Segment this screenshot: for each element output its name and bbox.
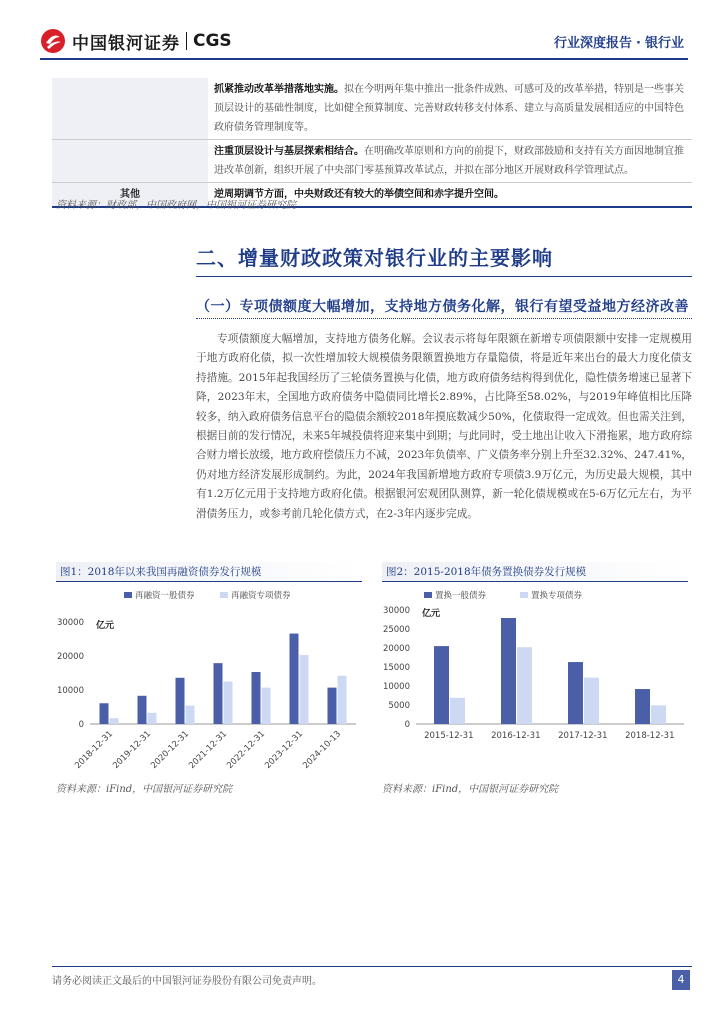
legend-label: 置换一般债券 bbox=[435, 591, 487, 601]
y-tick-label: 30000 bbox=[382, 606, 410, 616]
section-title: 二、增量财政政策对银行业的主要影响 bbox=[196, 246, 553, 270]
figure1-title: 图1：2018年以来我国再融资债券发行规模 bbox=[56, 562, 362, 582]
figure2-title: 图2：2015-2018年债务置换债券发行规模 bbox=[382, 562, 688, 582]
bar-series1 bbox=[328, 688, 337, 724]
x-tick-label: 2017-12-31 bbox=[558, 731, 608, 741]
policy-table bbox=[52, 78, 692, 208]
bar-series2 bbox=[186, 706, 195, 724]
bar-series1 bbox=[214, 663, 223, 724]
logo-chinese-name: 中国银河证券 bbox=[72, 33, 180, 54]
y-tick-label: 20000 bbox=[382, 644, 410, 654]
table-cell-category: 其他 bbox=[52, 183, 208, 208]
bar-series2 bbox=[300, 655, 309, 724]
table-cell-bold: 逆周期调节方面，中央财政还有较大的举债空间和赤字提升空间。 bbox=[214, 189, 504, 200]
company-logo bbox=[40, 28, 232, 54]
legend-swatch bbox=[520, 592, 528, 598]
figure2-source: 资料来源：iFind，中国银河证券研究院 bbox=[382, 784, 559, 795]
report-category bbox=[554, 32, 684, 51]
y-tick-label: 20000 bbox=[56, 652, 84, 662]
bar-series2 bbox=[148, 713, 157, 724]
y-tick-label: 30000 bbox=[56, 618, 84, 628]
bar-series2 bbox=[651, 705, 666, 724]
y-unit-label: 亿元 bbox=[422, 609, 441, 619]
subsection-title: （一）专项债额度大幅增加，支持地方债务化解，银行有望受益地方经济改善 bbox=[196, 299, 689, 315]
table-cell-text: 在明确改革原则和方向的前提下，财政部鼓励和支持有关方面因地制宜推进改革创新，组织开展了中央部门零基预算改革试点，并拟在部分地区开展财政科学管理试点。 bbox=[214, 146, 684, 176]
x-tick-label: 2018-12-31 bbox=[625, 731, 675, 741]
section-title-underline bbox=[196, 276, 692, 277]
report-type: 行业深度报告 bbox=[554, 36, 633, 51]
y-tick-label: 0 bbox=[404, 720, 410, 730]
x-tick-label: 2021-12-31 bbox=[187, 729, 230, 772]
bar-series1 bbox=[138, 696, 147, 724]
legend-label: 再融资一般债券 bbox=[135, 591, 195, 601]
x-tick-label: 2022-12-31 bbox=[225, 729, 268, 772]
logo-emblem-icon bbox=[40, 28, 66, 54]
x-tick-label: 2016-12-31 bbox=[491, 731, 541, 741]
table-cell-category bbox=[52, 78, 208, 140]
bar-series2 bbox=[338, 676, 347, 724]
table-cell-content bbox=[208, 140, 692, 183]
table-row bbox=[52, 78, 692, 140]
figure1-chart bbox=[56, 586, 366, 782]
x-tick-label: 2018-12-31 bbox=[73, 729, 116, 772]
y-tick-label: 15000 bbox=[382, 663, 410, 673]
legend-label: 再融资专项债券 bbox=[231, 591, 291, 601]
figure1-source: 资料来源：iFind，中国银河证券研究院 bbox=[56, 784, 233, 795]
bar-series2 bbox=[262, 688, 271, 724]
legend-label: 置换专项债券 bbox=[531, 591, 583, 601]
bar-series2 bbox=[450, 698, 465, 724]
bar-series1 bbox=[290, 634, 299, 724]
header-dot: · bbox=[636, 36, 641, 51]
table-cell-text: 拟在今明两年集中推出一批条件成熟、可感可及的改革举措，特别是一些事关顶层设计的基础性制度，比如健全预算制度、完善财政转移支付体系、建立与高质量发展相适应的中国特色政府债务管理制度等。 bbox=[214, 84, 684, 133]
subsection-divider bbox=[196, 318, 692, 319]
y-tick-label: 25000 bbox=[382, 625, 410, 635]
bar-series1 bbox=[100, 703, 109, 724]
x-tick-label: 2024-10-13 bbox=[301, 729, 344, 772]
legend-swatch bbox=[424, 592, 432, 598]
page-header bbox=[0, 0, 724, 72]
table-row bbox=[52, 140, 692, 183]
table-source: 资料来源：财政部，中国政府网，中国银河证券研究院 bbox=[56, 200, 296, 211]
footer-disclaimer: 请务必阅读正文最后的中国银河证券股份有限公司免责声明。 bbox=[52, 976, 322, 987]
body-paragraph: 专项债额度大幅增加，支持地方债务化解。会议表示将每年限额在新增专项债限额中安排一定规模用于地方政府化债，拟一次性增加较大规模债务限额置换地方存量隐债，将是近年来出台的最大力度化债支持措施。2015年起我国经历了三轮债务置换与化债，地方政府债务结构得到优化，隐性债务增速已显著下降，2023年末，全国地方政府债务中隐债同比增长2.89%，占比降至58.02%，与2019年峰值相比压降较多，纳入政府债务信息平台的隐债余额较2018年摸底数减少50%，化债取得一定成效。但也需关注到，根据目前的发行情况，未来5年城投债将迎来集中到期；与此同时，受土地出让收入下滑拖累，地方政府综合财力增长放缓，地方政府偿债压力不减，2023年负债率、广义债务率分别上升至32.32%、247.41%，仍对地方经济发展形成制约。为此，2024年我国新增地方政府专项债3.9万亿元，为历史最大规模，其中有1.2万亿元用于支持地方政府化债。根据银河宏观团队测算，新一轮化债规模或在5-6万亿元左右，为平滑债务压力，或参考前几轮化债方式，在2-3年内逐步完成。 bbox=[196, 333, 692, 520]
table-cell-category bbox=[52, 140, 208, 183]
y-unit-label: 亿元 bbox=[96, 621, 115, 631]
y-tick-label: 10000 bbox=[382, 682, 410, 692]
bar-series2 bbox=[584, 678, 599, 724]
table-cell-content bbox=[208, 78, 692, 140]
bar-series2 bbox=[224, 682, 233, 725]
bar-series1 bbox=[434, 646, 449, 724]
bar-series1 bbox=[176, 678, 185, 724]
x-tick-label: 2019-12-31 bbox=[111, 729, 154, 772]
legend-swatch bbox=[220, 592, 228, 598]
page-number: 4 bbox=[672, 970, 690, 990]
footer-divider bbox=[52, 966, 692, 967]
x-tick-label: 2020-12-31 bbox=[149, 729, 192, 772]
logo-english-name: CGS bbox=[193, 31, 232, 51]
table-cell-bold: 抓紧推动改革举措落地实施。 bbox=[214, 84, 344, 95]
header-divider bbox=[40, 58, 688, 60]
bar-series1 bbox=[252, 672, 261, 724]
y-tick-label: 10000 bbox=[56, 686, 84, 696]
bar-series1 bbox=[501, 618, 516, 724]
bar-series2 bbox=[517, 647, 532, 724]
figure2-chart bbox=[382, 586, 692, 782]
bar-series1 bbox=[635, 689, 650, 724]
bar-series2 bbox=[110, 718, 119, 724]
industry-name: 银行业 bbox=[644, 36, 684, 51]
y-tick-label: 5000 bbox=[388, 701, 410, 711]
x-tick-label: 2023-12-31 bbox=[263, 729, 306, 772]
table-cell-bold: 注重顶层设计与基层探索相结合。 bbox=[214, 146, 364, 157]
x-tick-label: 2015-12-31 bbox=[424, 731, 474, 741]
legend-swatch bbox=[124, 592, 132, 598]
y-tick-label: 0 bbox=[78, 720, 84, 730]
logo-separator bbox=[186, 32, 187, 50]
bar-series1 bbox=[568, 662, 583, 724]
